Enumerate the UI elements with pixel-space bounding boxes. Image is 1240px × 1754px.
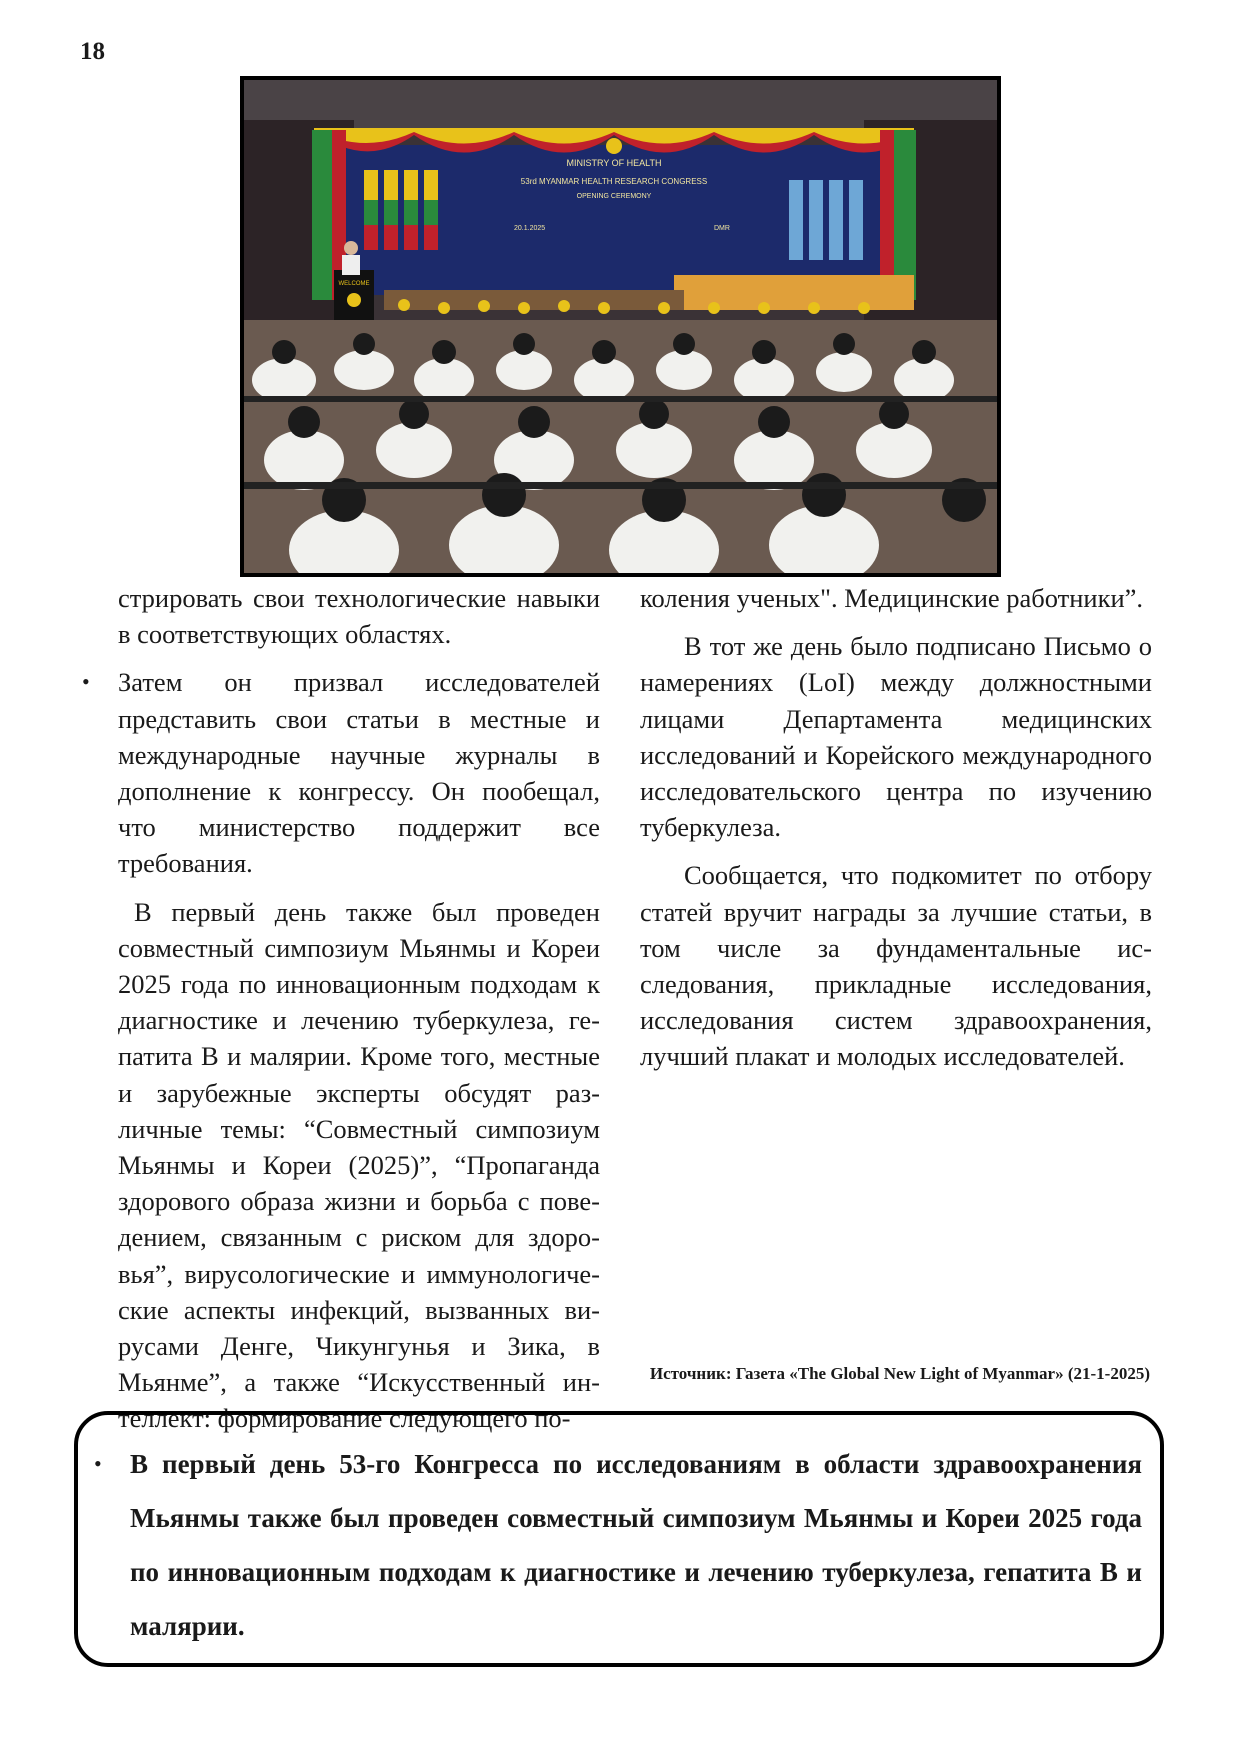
banner-date: 20.1.2025 — [514, 225, 546, 232]
left-paragraph-3: В первый день также был проведен совместный симпозиум Мьянмы и Кореи 2025 года по инновационным подходам к диагностике и лечению туберкулеза, гепатита В и малярии. Кроме того, местные и зарубежные эксперты обсудят различные темы: “Совместный симпозиум Мьянмы и Кореи (2025)”, “Пропаганда здорового образа жизни и борьба с поведением, связанным с риском для здоровья”, вирусологические и иммунологические аспекты инфекций, вызванных вирусами Денге, Чикунгунья и Зика, в Мьянме”, а также “Искусственный интеллект: формирование следующего по- — [118, 896, 600, 1434]
congress-hall-illustration — [244, 80, 997, 573]
right-paragraph-2: В тот же день было подписано Письмо о намерениях (LoI) между должностными лицами Департамента медицинских исследований и Корейского международного исследовательского центра по изучению туберкулеза. — [640, 631, 1152, 843]
banner-line-3: OPENING CEREMONY — [576, 193, 652, 200]
right-paragraph-3: Сообщается, что подкомитет по отбору статей вручит награды за лучшие статьи, в том числе за фундаментальные исследования, прикладные исследования, исследования систем здравоохранения, лучший плакат и молодых исследователей. — [640, 860, 1152, 1072]
source-citation: Источник: Газета «The Global New Light of Myanmar» (21-1-2025) — [649, 1364, 1150, 1383]
summary-text: В первый день 53-го Конгресса по исследованиям в области здравоохранения Мьянмы также был проведен совместный симпозиум Мьянмы и Кореи 2025 года по инновационным подходам к диагностике и лечению туберкулеза, гепатита В и малярии. — [130, 1449, 1142, 1641]
bullet-dot: • — [82, 669, 90, 695]
right-paragraph-1: коления ученых". Медицинские работники”. — [640, 583, 1144, 613]
left-paragraph-2: Затем он призвал исследователей представить свои статьи в местные и международные научные журналы в дополнение к конгрессу. Он пообещал, что министерство поддержит все требования. — [118, 667, 600, 879]
podium-sign: WELCOME — [338, 281, 370, 287]
congress-photo — [240, 76, 1001, 577]
summary-bullet: • — [94, 1451, 102, 1476]
column-left — [82, 580, 600, 1449]
left-paragraph-1: стрировать свои технологические навыки в соответствующих областях. — [118, 583, 600, 650]
left-bullet-paragraph — [82, 664, 600, 881]
page-number: 18 — [80, 38, 105, 65]
banner-org: DMR — [714, 225, 730, 232]
banner-line-1: MINISTRY OF HEALTH — [566, 158, 662, 168]
column-right — [640, 580, 1152, 1087]
banner-line-2: 53rd MYANMAR HEALTH RESEARCH CONGRESS — [520, 177, 708, 186]
